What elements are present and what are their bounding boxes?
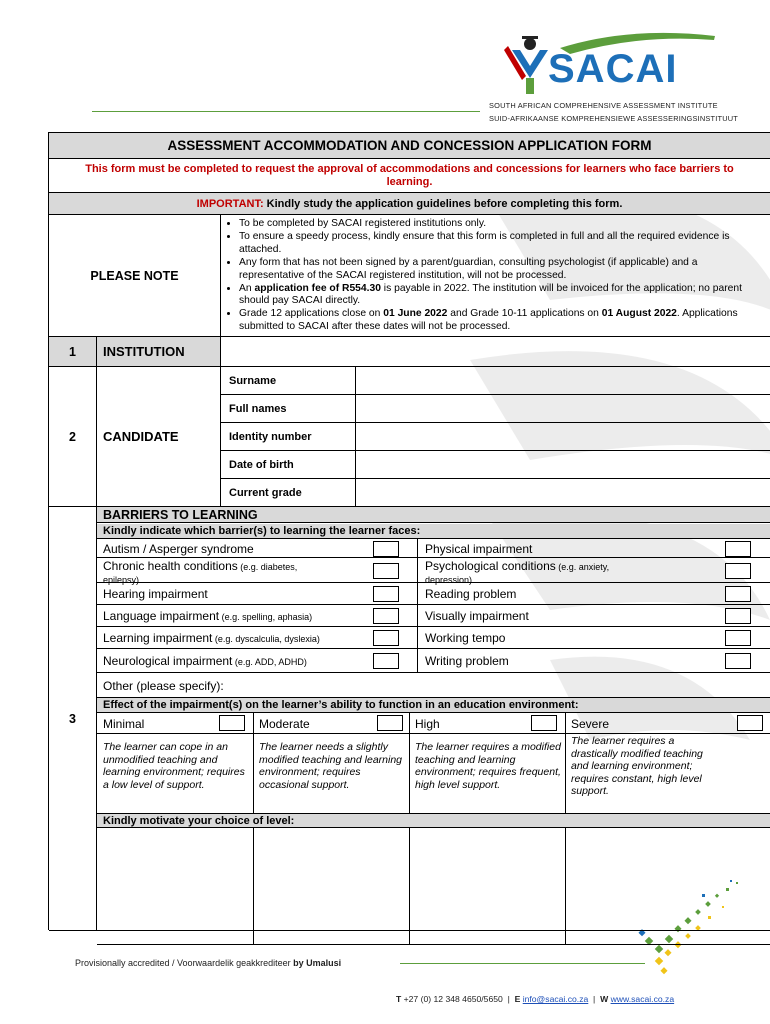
- barrier-autism-checkbox[interactable]: [373, 541, 399, 557]
- contact-line: T +27 (0) 12 348 4650/5650 | E info@sacai.co.za | W www.sacai.co.za: [396, 994, 675, 1004]
- barrier-autism-label: Autism / Asperger syndrome: [103, 542, 254, 556]
- note-item: • To ensure a speedy process, kindly ensure that this form is completed in full and all the required evidence is attached.: [239, 231, 764, 257]
- level-high-label: High: [415, 717, 440, 731]
- date-of-birth-label: Date of birth: [221, 451, 356, 479]
- please-note-label: PLEASE NOTE: [49, 215, 221, 337]
- barrier-writing-label: Writing problem: [425, 654, 509, 668]
- barrier-neurological-checkbox[interactable]: [373, 653, 399, 669]
- level-moderate-description: The learner needs a slightly modified teaching and learning environment; requires occasional support.: [259, 741, 403, 791]
- motivate-input[interactable]: [97, 828, 770, 930]
- section-2-number: 2: [49, 367, 97, 507]
- note-item: • Any form that has not been signed by a parent/guardian, consulting psychologist (if applicable) and a representative of the SACAI registered institution, will not be processed.: [239, 257, 764, 283]
- barrier-chronic-checkbox[interactable]: [373, 563, 399, 579]
- effect-prompt: Effect of the impairment(s) on the learner’s ability to function in an education environment:: [97, 698, 770, 713]
- barrier-reading-checkbox[interactable]: [725, 586, 751, 602]
- institute-name-english: SOUTH AFRICAN COMPREHENSIVE ASSESSMENT INSTITUTE: [489, 101, 718, 110]
- current-grade-input[interactable]: [356, 479, 770, 507]
- note-item: • To be completed by SACAI registered institutions only.: [239, 218, 764, 231]
- barrier-hearing-label: Hearing impairment: [103, 587, 208, 601]
- logo-wordmark: SACAI: [548, 47, 678, 91]
- email-link[interactable]: info@sacai.co.za: [522, 994, 589, 1004]
- form-title: ASSESSMENT ACCOMMODATION AND CONCESSION APPLICATION FORM: [49, 133, 770, 159]
- accreditation-text: Provisionally accredited / Voorwaardelik geakkrediteer by Umalusi: [75, 958, 342, 968]
- date-of-birth-input[interactable]: [356, 451, 770, 479]
- motivate-prompt: Kindly motivate your choice of level:: [97, 813, 770, 828]
- full-names-label: Full names: [221, 395, 356, 423]
- application-form: [48, 132, 770, 930]
- barrier-learning-checkbox[interactable]: [373, 630, 399, 646]
- barrier-learning-label: Learning impairment (e.g. dyscalculia, dyslexia): [103, 631, 320, 645]
- barrier-language-checkbox[interactable]: [373, 608, 399, 624]
- full-names-input[interactable]: [356, 395, 770, 423]
- barrier-physical-label: Physical impairment: [425, 542, 533, 556]
- level-severe-description: The learner requires a drastically modified teaching and learning environment; requires constant, high level support.: [571, 735, 703, 797]
- section-1-label: INSTITUTION: [97, 337, 221, 367]
- barrier-reading-label: Reading problem: [425, 587, 517, 601]
- institution-input[interactable]: [221, 337, 770, 367]
- header-rule: [92, 111, 480, 112]
- note-item: • An application fee of R554.30 is payable in 2022. The institution will be invoiced for the application; no parent should pay SACAI directly.: [239, 283, 764, 309]
- section-3-number: 3: [49, 507, 97, 931]
- level-moderate-label: Moderate: [259, 717, 310, 731]
- barrier-neurological-label: Neurological impairment (e.g. ADD, ADHD): [103, 654, 307, 668]
- barrier-working-tempo-label: Working tempo: [425, 631, 506, 645]
- barrier-chronic-label: Chronic health conditions (e.g. diabetes, epilepsy): [103, 559, 298, 585]
- level-high-checkbox[interactable]: [531, 715, 557, 731]
- barrier-working-tempo-checkbox[interactable]: [725, 630, 751, 646]
- form-subtitle: This form must be completed to request the approval of accommodations and concessions for learners who face barriers to learning.: [49, 159, 770, 193]
- identity-number-label: Identity number: [221, 423, 356, 451]
- section-2-label: CANDIDATE: [97, 367, 221, 507]
- level-severe-checkbox[interactable]: [737, 715, 763, 731]
- barrier-language-label: Language impairment (e.g. spelling, aphasia): [103, 609, 313, 623]
- surname-input[interactable]: [356, 367, 770, 395]
- section-1-number: 1: [49, 337, 97, 367]
- important-label: IMPORTANT:: [196, 197, 264, 210]
- important-banner: [49, 193, 770, 215]
- barrier-physical-checkbox[interactable]: [725, 541, 751, 557]
- level-minimal-checkbox[interactable]: [219, 715, 245, 731]
- other-specify-input[interactable]: [247, 675, 767, 695]
- footer-rule: [400, 963, 645, 964]
- website-link[interactable]: www.sacai.co.za: [610, 994, 675, 1004]
- level-minimal-description: The learner can cope in an unmodified teaching and learning environment; requires a low level of support.: [103, 741, 245, 791]
- note-item: • Grade 12 applications close on 01 June 2022 and Grade 10-11 applications on 01 August 2022. Applications submitted to SACAI after these dates will not be processed.: [239, 308, 764, 334]
- barrier-hearing-checkbox[interactable]: [373, 586, 399, 602]
- barrier-psychological-label: Psychological conditions (e.g. anxiety, depression): [425, 559, 610, 585]
- barrier-visual-checkbox[interactable]: [725, 608, 751, 624]
- please-note-content: [221, 215, 770, 337]
- level-high-description: The learner requires a modified teaching and learning environment; requires frequent, high level support.: [415, 741, 561, 791]
- level-moderate-checkbox[interactable]: [377, 715, 403, 731]
- level-minimal-label: Minimal: [103, 717, 145, 731]
- barriers-prompt: Kindly indicate which barrier(s) to learning the learner faces:: [97, 524, 770, 539]
- other-specify-label: Other (please specify):: [103, 679, 224, 693]
- surname-label: Surname: [221, 367, 356, 395]
- barriers-title: BARRIERS TO LEARNING: [97, 507, 770, 523]
- level-severe-label: Severe: [571, 717, 610, 731]
- barrier-writing-checkbox[interactable]: [725, 653, 751, 669]
- important-text: Kindly study the application guidelines before completing this form.: [263, 197, 623, 210]
- barrier-psychological-checkbox[interactable]: [725, 563, 751, 579]
- barrier-visual-label: Visually impairment: [425, 609, 529, 623]
- institute-name-afrikaans: SUID-AFRIKAANSE KOMPREHENSIEWE ASSESSERINGSINSTITUUT: [489, 114, 738, 123]
- identity-number-input[interactable]: [356, 423, 770, 451]
- current-grade-label: Current grade: [221, 479, 356, 507]
